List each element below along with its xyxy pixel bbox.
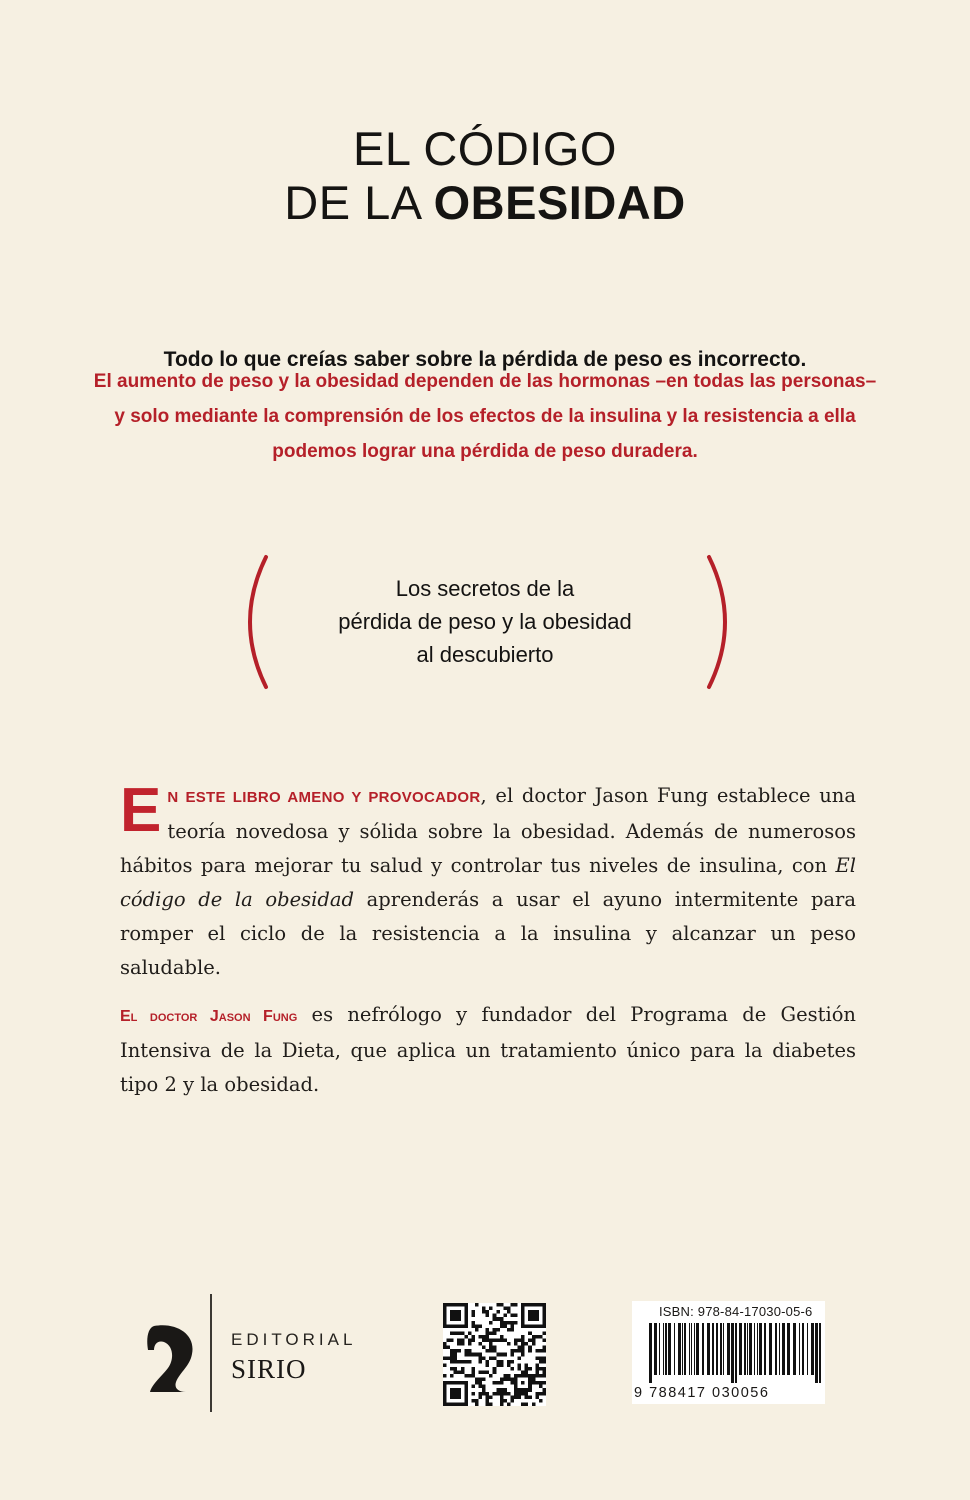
description-text-1b: aprenderás a usar el ayuno intermitente para romper el ciclo de la resistencia a la insulina y alcanzar un peso saludable. xyxy=(120,888,856,979)
author-name-smallcaps: El doctor Jason Fung xyxy=(120,1008,298,1025)
red-summary-line-1: El aumento de peso y la obesidad dependen de las hormonas –en todas las personas– xyxy=(93,371,877,392)
publisher-name-line-2: SIRIO xyxy=(231,1354,307,1384)
description-paragraph-2 xyxy=(120,998,856,1102)
barcode-digits: 9 788417 030056 xyxy=(634,1385,770,1401)
description-text-2: es nefrólogo y fundador del Programa de Gestión Intensiva de la Dieta, que aplica un tratamiento único para la diabetes tipo 2 y la obesidad. xyxy=(120,1003,856,1096)
title-line-2-regular: DE LA xyxy=(284,176,421,229)
qr-code-icon xyxy=(443,1303,546,1406)
publisher-divider xyxy=(210,1294,212,1412)
title-line-2-bold: OBESIDAD xyxy=(433,176,686,229)
drop-cap: E xyxy=(120,776,162,845)
red-summary xyxy=(60,364,910,469)
pull-quote-line-2: pérdida de peso y la obesidad xyxy=(338,609,632,634)
book-title xyxy=(0,122,970,230)
description-smallcaps-1: N ESTE LIBRO AMENO Y PROVOCADOR xyxy=(167,789,481,806)
swan-logo-icon xyxy=(146,1324,198,1394)
qr-code[interactable] xyxy=(443,1303,546,1406)
lead-statement: Todo lo que creías saber sobre la pérdida de peso es incorrecto. xyxy=(163,348,807,371)
red-summary-line-3: podemos lograr una pérdida de peso duradera. xyxy=(272,441,698,462)
barcode-icon xyxy=(649,1323,821,1383)
pull-quote-line-1: Los secretos de la xyxy=(395,576,575,601)
isbn-label: ISBN: 978-84-17030-05-6 xyxy=(659,1304,813,1319)
publisher-logo xyxy=(146,1294,386,1414)
title-line-1: EL CÓDIGO xyxy=(353,122,617,175)
description-text-1a: , el doctor Jason Fung establece una teoría novedosa y sólida sobre la obesidad. Además de numerosos hábitos para mejorar tu salud y controlar tus niveles de insulina, con xyxy=(120,784,856,877)
publisher-name-line-1: EDITORIAL xyxy=(231,1330,357,1349)
pull-quote xyxy=(0,572,970,671)
description-paragraph-1 xyxy=(120,776,856,985)
book-description xyxy=(120,776,856,1115)
title-line-2 xyxy=(0,176,970,230)
description-italic-title: El código de la obesidad xyxy=(120,854,856,911)
pull-quote-line-3: al descubierto xyxy=(416,642,554,667)
red-summary-line-2: y solo mediante la comprensión de los efectos de la insulina y la resistencia a ella xyxy=(114,406,856,427)
